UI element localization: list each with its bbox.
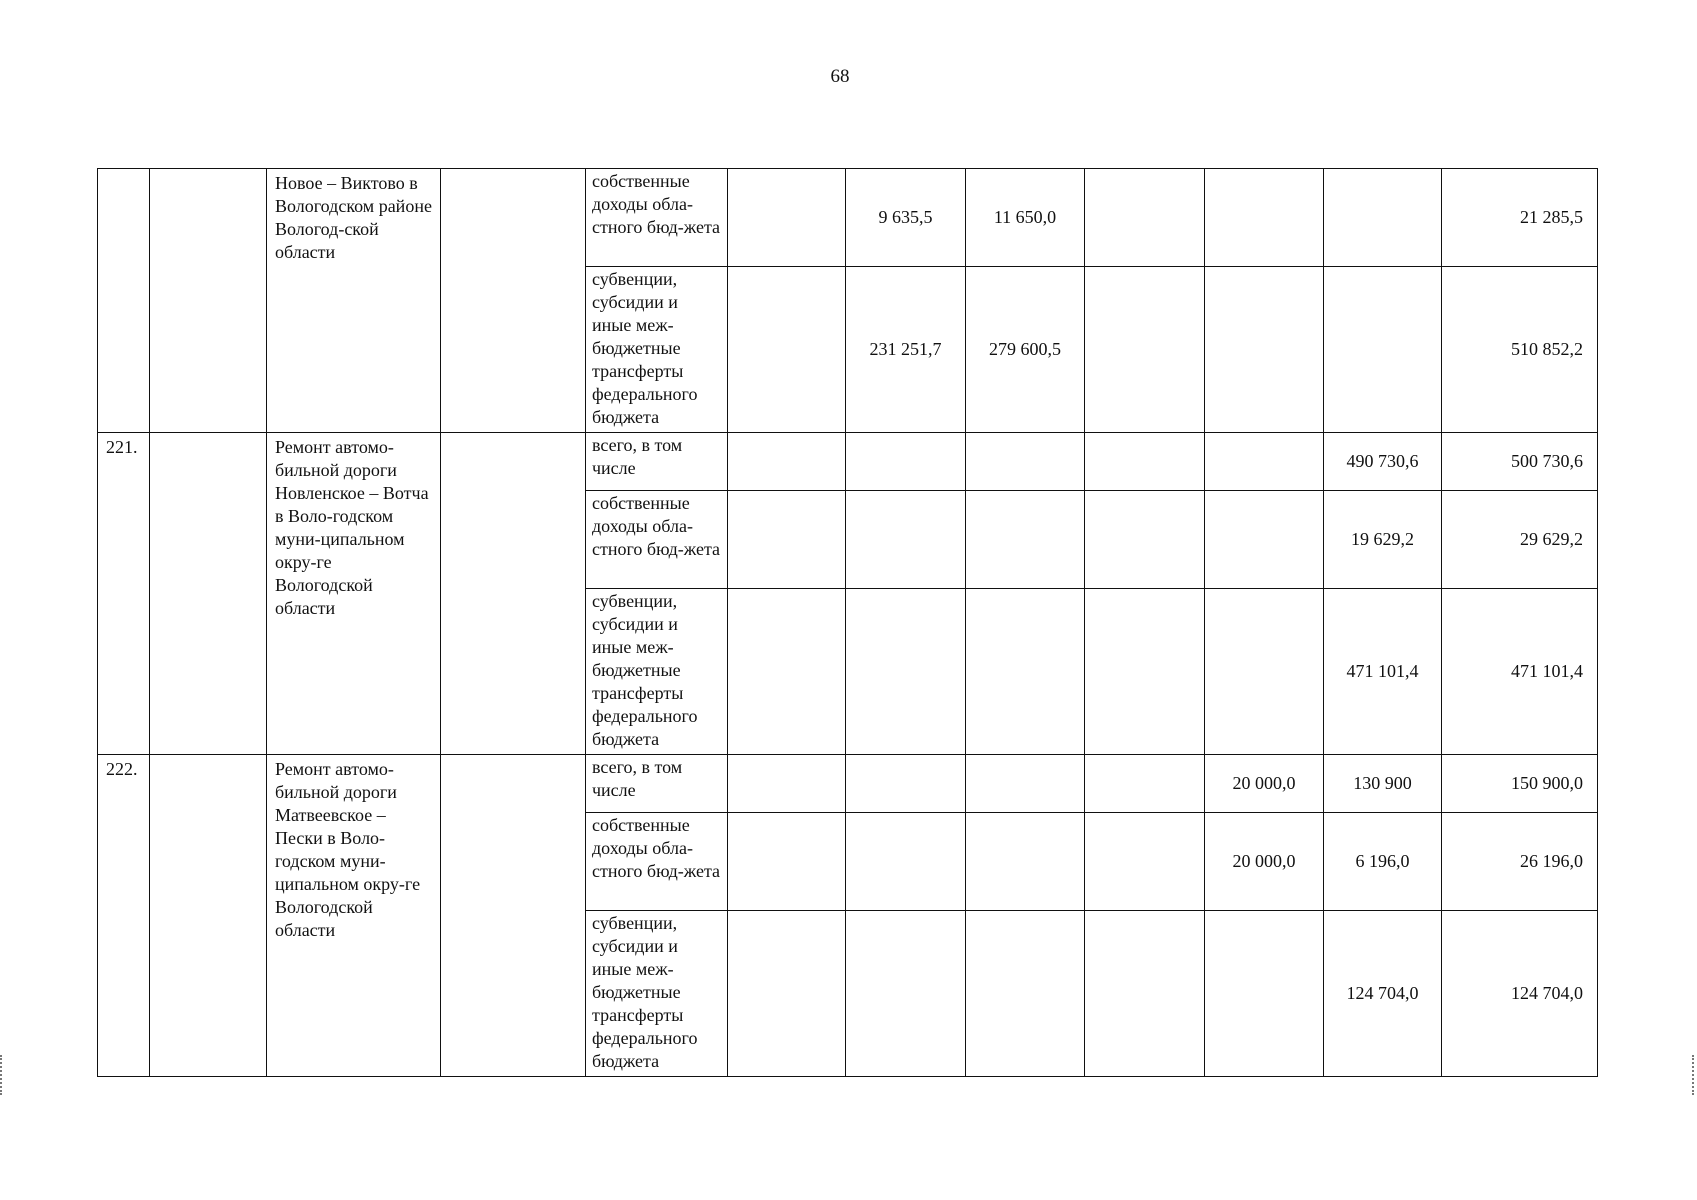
total-cell: 500 730,6 [1442, 433, 1598, 491]
value-cell [1205, 267, 1324, 433]
value-cell: 20 000,0 [1205, 755, 1324, 813]
object-name-cell: Ремонт автомо-бильной дороги Матвеевское – Пески в Воло-годском муни-ципальном окру-ге Вологодской области [267, 755, 441, 1077]
value-cell: 124 704,0 [1324, 911, 1442, 1077]
empty-cell [728, 169, 846, 267]
value-cell [1085, 911, 1205, 1077]
value-cell [1085, 813, 1205, 911]
funding-source-cell: собственные доходы обла-стного бюд-жета [586, 169, 728, 267]
value-cell [1205, 911, 1324, 1077]
empty-cell [728, 911, 846, 1077]
value-cell [846, 911, 966, 1077]
table-row [98, 433, 1598, 491]
value-cell [1324, 267, 1442, 433]
object-name-cell: Ремонт автомо-бильной дороги Новленское – Вотча в Воло-годском муни-ципальном окру-ге Вологодской области [267, 433, 441, 755]
value-cell: 130 900 [1324, 755, 1442, 813]
value-cell [966, 911, 1085, 1077]
total-cell: 26 196,0 [1442, 813, 1598, 911]
value-cell: 6 196,0 [1324, 813, 1442, 911]
empty-cell [728, 267, 846, 433]
empty-cell [728, 433, 846, 491]
total-cell: 510 852,2 [1442, 267, 1598, 433]
empty-cell [441, 755, 586, 1077]
value-cell: 490 730,6 [1324, 433, 1442, 491]
value-cell [1085, 589, 1205, 755]
value-cell: 19 629,2 [1324, 491, 1442, 589]
row-number-cell [98, 169, 150, 433]
value-cell [966, 813, 1085, 911]
empty-cell [728, 491, 846, 589]
funding-source-cell: всего, в том числе [586, 755, 728, 813]
value-cell [846, 589, 966, 755]
object-name-cell: Новое – Виктово в Вологодском районе Вологод-ской области [267, 169, 441, 433]
total-cell: 124 704,0 [1442, 911, 1598, 1077]
value-cell: 9 635,5 [846, 169, 966, 267]
value-cell: 279 600,5 [966, 267, 1085, 433]
value-cell [846, 755, 966, 813]
value-cell [1085, 755, 1205, 813]
value-cell [1085, 433, 1205, 491]
empty-cell [150, 755, 267, 1077]
total-cell: 21 285,5 [1442, 169, 1598, 267]
value-cell [1205, 169, 1324, 267]
value-cell [1085, 267, 1205, 433]
funding-source-cell: собственные доходы обла-стного бюд-жета [586, 491, 728, 589]
funding-source-cell: субвенции, субсидии и иные меж-бюджетные трансферты федерального бюджета [586, 911, 728, 1077]
funding-source-cell: всего, в том числе [586, 433, 728, 491]
row-number-cell: 221. [98, 433, 150, 755]
value-cell [846, 491, 966, 589]
table-row [98, 169, 1598, 267]
value-cell [966, 589, 1085, 755]
funding-source-cell: собственные доходы обла-стного бюд-жета [586, 813, 728, 911]
total-cell: 471 101,4 [1442, 589, 1598, 755]
value-cell: 20 000,0 [1205, 813, 1324, 911]
empty-cell [441, 433, 586, 755]
value-cell [1205, 491, 1324, 589]
value-cell [1205, 589, 1324, 755]
funding-source-cell: субвенции, субсидии и иные меж-бюджетные трансферты федерального бюджета [586, 589, 728, 755]
table-row [98, 755, 1598, 813]
value-cell [846, 433, 966, 491]
total-cell: 150 900,0 [1442, 755, 1598, 813]
empty-cell [728, 813, 846, 911]
value-cell [1085, 491, 1205, 589]
page-number: 68 [830, 66, 850, 87]
value-cell [1324, 169, 1442, 267]
funding-source-cell: субвенции, субсидии и иные меж-бюджетные трансферты федерального бюджета [586, 267, 728, 433]
budget-table [97, 168, 1598, 1077]
value-cell [846, 813, 966, 911]
empty-cell [441, 169, 586, 433]
value-cell: 471 101,4 [1324, 589, 1442, 755]
value-cell [1085, 169, 1205, 267]
value-cell: 11 650,0 [966, 169, 1085, 267]
empty-cell [728, 589, 846, 755]
total-cell: 29 629,2 [1442, 491, 1598, 589]
value-cell: 231 251,7 [846, 267, 966, 433]
empty-cell [728, 755, 846, 813]
scan-margin-left [0, 1055, 4, 1095]
value-cell [966, 755, 1085, 813]
value-cell [966, 433, 1085, 491]
scan-margin-right [1692, 1055, 1696, 1095]
empty-cell [150, 169, 267, 433]
value-cell [966, 491, 1085, 589]
empty-cell [150, 433, 267, 755]
row-number-cell: 222. [98, 755, 150, 1077]
value-cell [1205, 433, 1324, 491]
